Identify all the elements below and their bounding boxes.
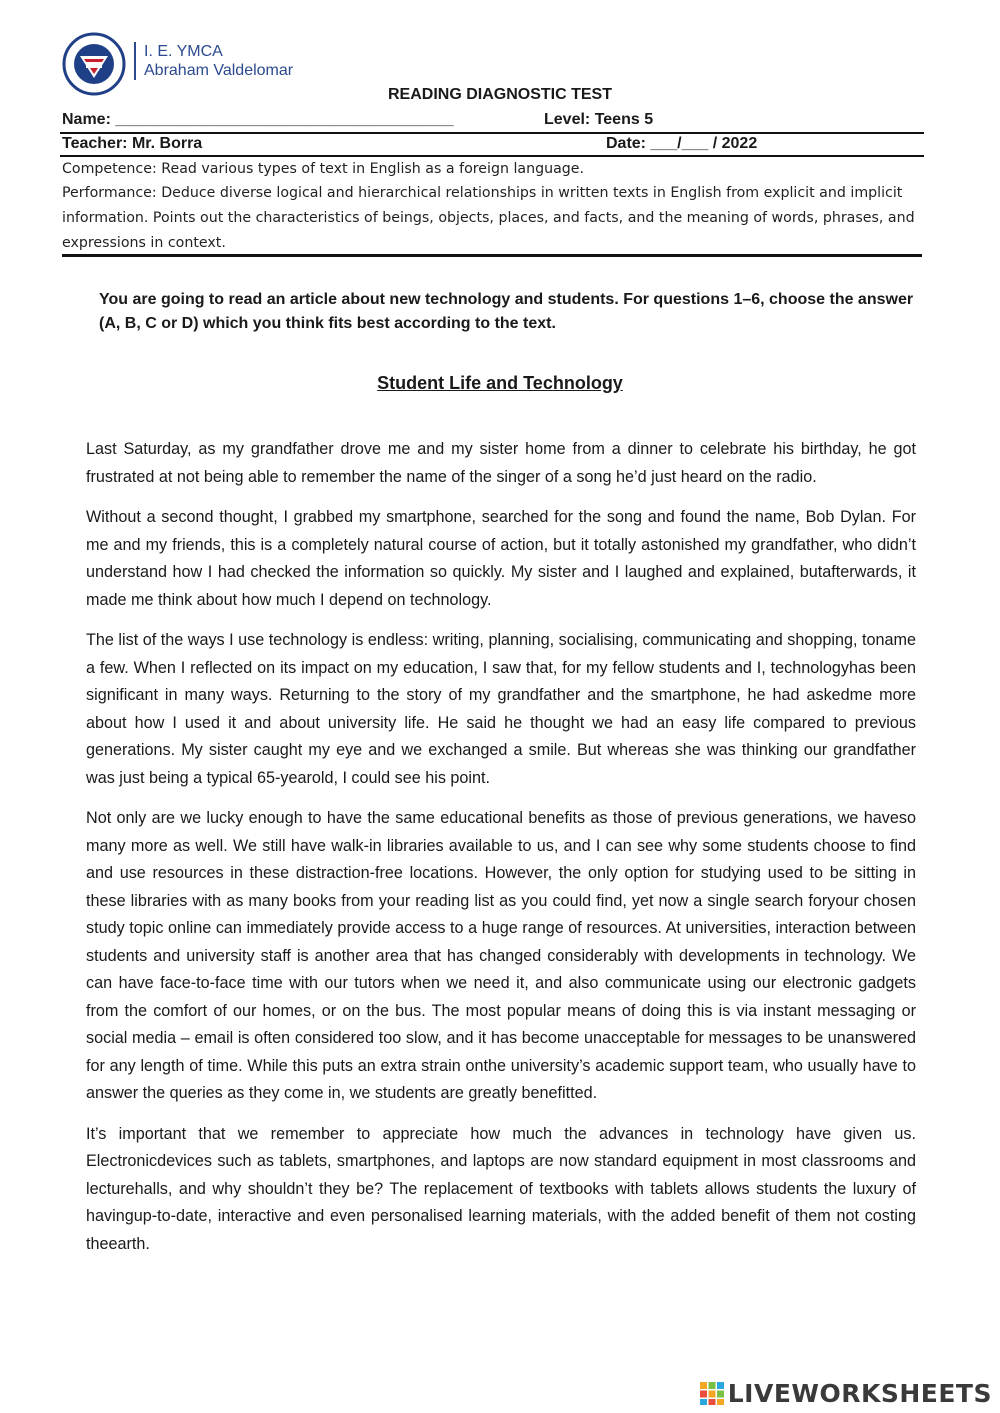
school-name: [134, 42, 293, 80]
header-divider-bottom: [62, 254, 922, 257]
article-body: [86, 436, 916, 1271]
level-label: Level: Teens 5: [544, 111, 654, 128]
article-paragraph: Not only are we lucky enough to have the same educational benefits as those of previous generations, we haveso many more as well. We still have walk-in libraries available to us, and I can see why some students choose to find and use resources in these distraction-free locations. However, the only option for studying used to be sitting in these libraries with as many books from your reading list as you could find, yet now a single search foryour chosen study topic online can immediately provide access to a huge range of resources. At universities, interaction between students and university staff is another area that has changed considerably with developments in technology. We can have face-to-face time with our tutors when we need it, and also communicate using our electronic gadgets from the comfort of our homes, or on the bus. The most popular means of doing this is via instant messaging or social media – email is often considered too slow, and it has become unacceptable for messages to be unanswered for any length of time. While this puts an extra strain onthe university’s academic support team, who usually have to answer the queries as they come in, we students are greatly benefitted.: [86, 809, 916, 1102]
school-name-line2: Abraham Valdelomar: [144, 62, 294, 79]
teacher-label: Teacher: Mr. Borra: [62, 135, 203, 152]
header-divider-top: [60, 132, 924, 134]
liveworksheets-watermark: [699, 1378, 992, 1408]
article-title: Student Life and Technology: [377, 373, 623, 393]
watermark-text: LIVEWORKSHEETS: [727, 1378, 992, 1408]
liveworksheets-logo-icon: [699, 1380, 725, 1406]
school-name-line1: I. E. YMCA: [144, 43, 223, 60]
article-paragraph: It’s important that we remember to appreciate how much the advances in technology have given us. Electronicdevices such as tablets, smartphones, and laptops are now standard equipment in most classrooms and lecturehalls, and why shouldn’t they be? The replacement of textbooks with tablets allows students the luxury of havingup-to-date, interactive and even personalised learning materials, with the added benefit of them not costing theearth.: [86, 1124, 916, 1253]
article-paragraph: The list of the ways I use technology is endless: writing, planning, socialising, communicating and shopping, toname a few. When I reflected on its impact on my education, I saw that, for my fellow students and I, technologyhas been significant in many ways. Returning to the story of my grandfather and the smartphone, he had askedme more about how I used it and about university life. He said he thought we had an easy life compared to previous generations. My sister caught my eye and we exchanged a smile. But whereas she was thinking our grandfather was just being a typical 65-yearold, I could see his point.: [86, 631, 916, 787]
test-title: READING DIAGNOSTIC TEST: [387, 86, 612, 103]
article-paragraph: Last Saturday, as my grandfather drove me and my sister home from a dinner to celebrate his birthday, he got frustrated at not being able to remember the name of the singer of a song he’d just heard on the radio.: [86, 440, 916, 486]
date-field-label[interactable]: Date: ___/___ / 2022: [606, 135, 758, 152]
article-paragraph: Without a second thought, I grabbed my smartphone, searched for the song and found the name, Bob Dylan. For me and my friends, this is a completely natural course of action, but it totally astonished my grandfather, who didn’t understand how I had checked the information so quickly. My sister and I laughed and explained, butafterwards, it made me think about how much I depend on technology.: [86, 508, 916, 609]
competence-text: Competence: Read various types of text in English as a foreign language.: [62, 161, 585, 177]
performance-text: Performance: Deduce diverse logical and hierarchical relationships in written texts in English from explicit and implicit information. Points out the characteristics of beings, objects, places, and facts, and the meaning of words, phrases, and expressions in context.: [62, 185, 915, 251]
instructions: You are going to read an article about new technology and students. For questions 1–6, choose the answer (A, B, C or D) which you think fits best according to the text.: [99, 291, 914, 332]
name-field-label[interactable]: Name: ______________________________________: [62, 111, 454, 128]
